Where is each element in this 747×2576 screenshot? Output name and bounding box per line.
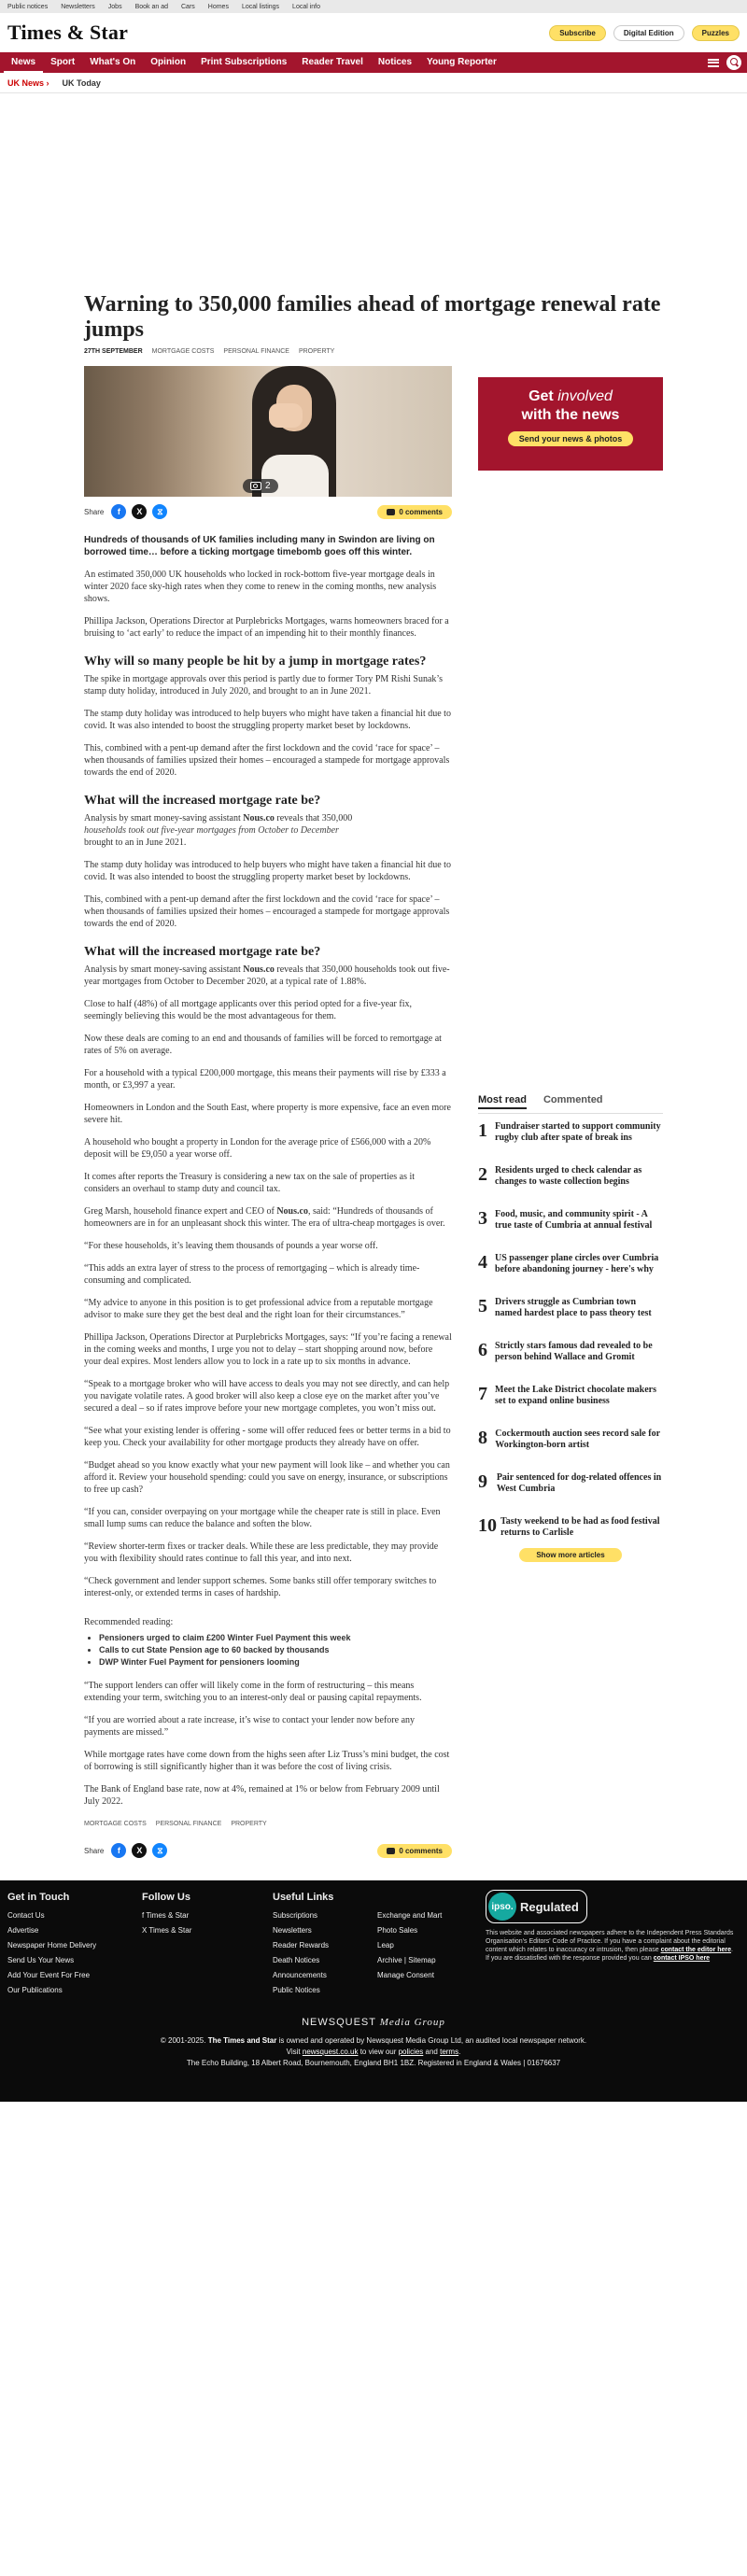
utility-link-jobs[interactable]: Jobs bbox=[107, 3, 122, 10]
legal-text: © 2001-2025. The Times and Star is owned and operated by Newsquest Media Group Ltd, an audited local newspaper network. Visit newsquest.co.uk to view our policies and terms. The Echo Building, 18 Albert Road, Bournemouth, England BH1 1BZ. Registered in England & Wales | 01676637 bbox=[160, 2036, 587, 2067]
x-icon: X bbox=[142, 1926, 148, 1935]
paragraph: It comes after reports the Treasury is considering a new tax on the sale of properties as it considers an overhaul to stamp duty and council tax. bbox=[84, 1172, 416, 1194]
main-nav bbox=[0, 52, 747, 73]
utility-link-cars[interactable]: Cars bbox=[181, 3, 195, 10]
paragraph: Greg Marsh, household finance expert and CEO of Nous.co, said: “Hundreds of thousands of homeowners are in for an unpleasant shock this winter. The era of ultra-cheap mortgages is over. bbox=[84, 1206, 445, 1229]
footer-link[interactable]: Add Your Event For Free bbox=[7, 1971, 91, 1979]
utility-link-newsletters[interactable]: Newsletters bbox=[61, 3, 95, 10]
paragraph: “See what your existing lender is offering - some will offer reduced fees or better terms in a bid to keep you. Check your availability for other mortgage products they already have on offer. bbox=[84, 1426, 451, 1448]
nav-item-opinion[interactable]: Opinion bbox=[150, 57, 187, 67]
list-item[interactable]: 2 Residents urged to check calendar as changes to waste collection begins bbox=[478, 1164, 642, 1187]
tab-most-read[interactable]: Most read bbox=[478, 1094, 527, 1109]
comment-icon bbox=[387, 509, 395, 515]
paragraph: An estimated 350,000 UK households who locked in rock-bottom five-year mortgage deals in winter 2020 face sky-high rates when they come to renew in the coming months, new analysis shows. bbox=[84, 570, 437, 604]
tag-personal-finance[interactable]: PERSONAL FINANCE bbox=[155, 1821, 222, 1827]
subscribe-button[interactable]: Subscribe bbox=[549, 25, 606, 41]
footer-link[interactable]: Contact Us bbox=[7, 1911, 45, 1920]
utility-link-local-info[interactable]: Local info bbox=[292, 3, 321, 10]
list-item[interactable]: 3 Food, music, and community spirit - A true taste of Cumbria at annual festival bbox=[478, 1208, 653, 1231]
footer-link[interactable]: Newspaper Home Delivery bbox=[7, 1941, 97, 1950]
breadcrumb-uk-today[interactable]: UK Today bbox=[62, 77, 101, 88]
footer-link[interactable]: Times & Star bbox=[148, 1926, 192, 1935]
paragraph: “Budget ahead so you know exactly what your new payment will look like – and whether you can afford it. Review your household spending: could you save on energy, insurance, or subscriptions to free up cash? bbox=[84, 1460, 450, 1495]
paragraph: brought to an in June 2021. bbox=[84, 838, 187, 848]
recommended-link[interactable]: • DWP Winter Fuel Payment for pensioners looming bbox=[99, 1656, 452, 1668]
paragraph: Analysis by smart money-saving assistant Nous.co reveals that 350,000 bbox=[84, 813, 353, 823]
footer-link[interactable]: Death Notices bbox=[273, 1956, 320, 1964]
article-hero-image[interactable] bbox=[84, 366, 452, 497]
brand-bar bbox=[0, 13, 747, 52]
recommended-link[interactable]: • Calls to cut State Pension age to 60 backed by thousands bbox=[99, 1644, 452, 1656]
footer-heading: Follow Us bbox=[142, 1892, 190, 1903]
paragraph: A household who bought a property in London for the average price of £566,000 with a 20% deposit will be £9,050 a year worse off. bbox=[84, 1137, 431, 1160]
list-item[interactable]: 10 Tasty weekend to be had as food festival returns to Carlisle bbox=[478, 1515, 660, 1538]
footer-link[interactable]: Our Publications bbox=[7, 1986, 63, 1994]
footer-link[interactable]: Send Us Your News bbox=[7, 1956, 75, 1964]
nav-item-notices[interactable]: Notices bbox=[377, 57, 413, 67]
newsquest-link[interactable]: newsquest.co.uk bbox=[302, 2048, 359, 2056]
footer-link[interactable]: Newsletters bbox=[273, 1926, 312, 1935]
camera-icon bbox=[250, 482, 261, 490]
recommended-reading-title: Recommended reading: bbox=[84, 1617, 174, 1627]
paragraph: Homeowners in London and the South East, where property is more expensive, face an even more severe hit. bbox=[84, 1103, 451, 1125]
paragraph: “The support lenders can offer will likely come in the form of restructuring – this means extending your term, switching you to an interest-only deal or pausing capital repayments. bbox=[84, 1681, 422, 1703]
breadcrumb bbox=[0, 73, 747, 93]
footer-link[interactable]: Advertise bbox=[7, 1926, 39, 1935]
most-read-widget bbox=[478, 1094, 663, 1562]
contact-editor-link[interactable]: contact the editor here bbox=[660, 1947, 732, 1953]
paragraph: The stamp duty holiday was introduced to help buyers who might have taken a financial hit due to covid. It was also intended to boost the struggling property market beset by lockdowns. bbox=[84, 709, 451, 731]
menu-icon[interactable] bbox=[708, 59, 719, 67]
utility-link-book-an-ad[interactable]: Book an ad bbox=[134, 3, 168, 10]
ipso-block bbox=[486, 1890, 738, 1998]
site-logo[interactable]: Times & Star bbox=[7, 21, 129, 44]
subheading: Why will so many people be hit by a jump in mortgage rates? bbox=[84, 655, 427, 669]
paragraph: “Speak to a mortgage broker who will have access to deals you may not see directly, and can help you navigate volatile rates. A good broker will also keep a close eye on the market after you’ve secured a deal – so if rates improve before your new mortgage completes, you won’t miss out. bbox=[84, 1379, 450, 1414]
article-date: 27TH SEPTEMBER bbox=[84, 348, 143, 355]
site-footer bbox=[0, 1880, 747, 2102]
ad-slot bbox=[0, 93, 747, 292]
most-read-tabs bbox=[478, 1094, 663, 1114]
article-headline: Warning to 350,000 families ahead of mortgage renewal rate jumps bbox=[84, 292, 661, 342]
list-item[interactable]: 6 Strictly stars famous dad revealed to be person behind Wallace and Gromit bbox=[478, 1340, 653, 1362]
facebook-icon: f bbox=[142, 1911, 145, 1920]
paragraph: Analysis by smart money-saving assistant Nous.co reveals that 350,000 households took out five-year mortgages from October to December 2020, at a typical rate of 1.88%. bbox=[84, 964, 450, 987]
nav-item-reader-travel[interactable]: Reader Travel bbox=[302, 57, 363, 67]
share-bar bbox=[84, 502, 452, 521]
tag-personal-finance[interactable]: PERSONAL FINANCE bbox=[223, 348, 289, 355]
article-main bbox=[84, 366, 452, 1860]
nav-actions bbox=[708, 55, 747, 70]
footer-link[interactable]: Times & Star bbox=[146, 1911, 190, 1920]
article-lead: Hundreds of thousands of UK families including many in Swindon are living on borrowed time… before a ticking mortgage timebomb goes off this winter. bbox=[84, 535, 435, 557]
paragraph: “Check government and lender support schemes. Some banks still offer temporary switches to interest-only, or extended terms in cases of hardship. bbox=[84, 1576, 437, 1598]
utility-link-public-notices[interactable]: Public notices bbox=[7, 3, 49, 10]
paragraph-overlap: households took out five-year mortgages from October to December bbox=[84, 825, 339, 836]
search-icon[interactable] bbox=[726, 55, 741, 70]
paragraph: Now these deals are coming to an end and thousands of families will be forced to remortgage at rates of 5% on average. bbox=[84, 1034, 442, 1056]
paragraph: Phillipa Jackson, Operations Director at Purplebricks Mortgages, warns homeowners braced for a bruising to ‘act early’ to reduce the impact of an impending hit to their monthly finances. bbox=[84, 616, 449, 639]
nav-item-whats-on[interactable]: What's On bbox=[90, 57, 136, 67]
nav-item-sport[interactable]: Sport bbox=[50, 57, 76, 67]
paragraph: This, combined with a pent-up demand after the first lockdown and the covid ‘race for space’ – when thousands of families upsized their homes – encouraged a stampede for mortgage approvals towards the end of 2020. bbox=[84, 894, 450, 929]
subheading: What will the increased mortgage rate be? bbox=[84, 794, 321, 808]
footer-more-links bbox=[377, 1890, 486, 1998]
paragraph: “Review shorter-term fixes or tracker deals. While these are less predictable, they may provide you with flexibility should rates continue to fall this year, and into next. bbox=[84, 1541, 439, 1564]
x-icon[interactable]: X bbox=[132, 1843, 147, 1858]
footer-heading: Get in Touch bbox=[7, 1892, 70, 1903]
ipso-text: This website and associated newspapers adhere to the Independent Press Standards Organisation's Editors' Code of Practice. If you have a complaint about the editorial content which relates to inaccuracy or intrusion, then please contact the editor here. If you are dissatisfied with the response provided you can contact IPSO here bbox=[486, 1930, 734, 1962]
promo-title: Get involved bbox=[529, 388, 613, 404]
most-read-list bbox=[478, 1121, 663, 1544]
paragraph: This, combined with a pent-up demand after the first lockdown and the covid ‘race for space’ – when thousands of families upsized their homes – encouraged a stampede for mortgage approvals towards the end of 2020. bbox=[84, 743, 450, 778]
facebook-icon[interactable]: f bbox=[111, 504, 126, 519]
facebook-icon[interactable]: f bbox=[111, 1843, 126, 1858]
comments-button[interactable]: 0 comments bbox=[377, 1844, 452, 1858]
paragraph: The spike in mortgage approvals over this period is partly due to former Tory PM Rishi Sunak’s stamp duty holiday, introduced in July 2020, and brought to an in June 2021. bbox=[84, 674, 444, 697]
footer-useful-links bbox=[273, 1890, 377, 1998]
footer-follow-us bbox=[142, 1890, 273, 1998]
footer-link[interactable]: Manage Consent bbox=[377, 1971, 434, 1979]
footer-link[interactable]: Announcements bbox=[273, 1971, 327, 1979]
paragraph: “If you can, consider overpaying on your mortgage while the cheaper rate is still in place. Even small lump sums can reduce the balance and soften the blow. bbox=[84, 1507, 441, 1529]
subheading: What will the increased mortgage rate be? bbox=[84, 945, 321, 959]
tab-commented[interactable]: Commented bbox=[543, 1094, 603, 1105]
bluesky-icon[interactable]: ⧖ bbox=[152, 1843, 167, 1858]
footer-link[interactable]: Photo Sales bbox=[377, 1926, 418, 1935]
list-item[interactable]: 5 Drivers struggle as Cumbrian town named hardest place to pass theory test bbox=[478, 1296, 652, 1318]
footer-get-in-touch bbox=[7, 1890, 145, 1998]
ipso-regulated-label: Regulated bbox=[520, 1899, 579, 1914]
digital-edition-button[interactable]: Digital Edition bbox=[613, 25, 684, 41]
contact-ipso-link[interactable]: contact IPSO here bbox=[653, 1955, 711, 1962]
newsquest-logo[interactable]: NEWSQUEST Media Group bbox=[302, 2017, 445, 2028]
recommended-link[interactable]: • Pensioners urged to claim £200 Winter Fuel Payment this week bbox=[99, 1632, 452, 1644]
nav-item-news[interactable]: News bbox=[4, 52, 43, 73]
promo-subtitle: with the news bbox=[521, 407, 620, 423]
utility-link-local-listings[interactable]: Local listings bbox=[241, 3, 280, 10]
terms-link[interactable]: terms bbox=[440, 2048, 459, 2056]
send-news-button[interactable]: Send your news & photos bbox=[508, 431, 634, 446]
paragraph: The stamp duty holiday was introduced to help buyers who might have taken a financial hit due to covid. It was also intended to boost the struggling property market beset by lockdowns. bbox=[84, 860, 451, 882]
utility-link-homes[interactable]: Homes bbox=[207, 3, 229, 10]
paragraph: “My advice to anyone in this position is to get professional advice from a reputable mortgage advisor to make sure they get the best deal and the right loan for their circumstances.” bbox=[84, 1298, 433, 1320]
footer-link[interactable]: Reader Rewards bbox=[273, 1941, 330, 1950]
gallery-count-badge[interactable] bbox=[243, 479, 278, 493]
ipso-regulated-badge[interactable] bbox=[486, 1890, 587, 1923]
breadcrumb-uk-news[interactable]: UK News › bbox=[7, 77, 49, 88]
list-item[interactable]: 1 Fundraiser started to support community rugby club after spate of break ins bbox=[478, 1120, 661, 1143]
paragraph: “If you are worried about a rate increase, it’s wise to contact your lender now before any payments are missed.” bbox=[84, 1715, 416, 1738]
article-tags-bottom bbox=[84, 1818, 452, 1830]
paragraph: Close to half (48%) of all mortgage applicants over this period opted for a five-year fix, seemingly believing this would be the most advantageous for them. bbox=[84, 999, 412, 1021]
list-item[interactable]: 9 Pair sentenced for dog-related offences in West Cumbria bbox=[478, 1471, 662, 1494]
footer-heading: Useful Links bbox=[273, 1892, 334, 1903]
utility-bar bbox=[0, 0, 747, 13]
comments-button[interactable]: 0 comments bbox=[377, 505, 452, 519]
article bbox=[0, 292, 747, 1860]
recommended-reading-list bbox=[84, 1632, 452, 1668]
send-news-promo bbox=[478, 377, 663, 471]
paragraph: “This adds an extra layer of stress to the process of remortgaging – which is already time-consuming and complicated. bbox=[84, 1263, 420, 1286]
nav-item-young-reporter[interactable]: Young Reporter bbox=[427, 57, 497, 67]
policies-link[interactable]: policies bbox=[398, 2048, 424, 2056]
paragraph: Phillipa Jackson, Operations Director at Purplebricks Mortgages, says: “If you’re facing a renewal in the coming weeks and months, I urge you not to delay – start shopping around now, before your deal expires. Most lenders allow you to lock in a rate up to six months in advance. bbox=[84, 1332, 452, 1367]
list-item[interactable]: 4 US passenger plane circles over Cumbria before abandoning journey - here's why bbox=[478, 1252, 659, 1274]
footer-link[interactable]: Leap bbox=[377, 1941, 394, 1950]
ipso-logo: ipso. bbox=[488, 1893, 516, 1921]
paragraph: “For these households, it’s leaving them thousands of pounds a year worse off. bbox=[84, 1241, 378, 1251]
footer-link[interactable]: Archive | Sitemap bbox=[377, 1956, 436, 1964]
paragraph: For a household with a typical £200,000 mortgage, this means their payments will rise by £333 a month, or £3,997 a year. bbox=[84, 1068, 446, 1091]
article-meta bbox=[0, 343, 747, 355]
x-icon[interactable]: X bbox=[132, 504, 147, 519]
share-label: Share bbox=[84, 507, 105, 516]
share-bar-bottom bbox=[84, 1841, 452, 1860]
hero-hand bbox=[269, 403, 303, 428]
list-item[interactable]: 7 Meet the Lake District chocolate makers set to expand online business bbox=[478, 1384, 656, 1406]
tag-property[interactable]: PROPERTY bbox=[231, 1821, 267, 1827]
sidebar bbox=[478, 366, 663, 1860]
nav-item-print-subscriptions[interactable]: Print Subscriptions bbox=[201, 57, 288, 67]
tag-mortgage-costs[interactable]: MORTGAGE COSTS bbox=[84, 1821, 147, 1827]
list-item[interactable]: 8 Cockermouth auction sees record sale for Workington-born artist bbox=[478, 1428, 660, 1450]
paragraph: While mortgage rates have come down from the highs seen after Liz Truss’s mini budget, the cost of borrowing is still significantly higher than it was before the cost of living crisis. bbox=[84, 1750, 450, 1772]
footer-link[interactable]: Public Notices bbox=[273, 1986, 320, 1994]
brand-actions bbox=[549, 25, 740, 41]
bluesky-icon[interactable]: ⧖ bbox=[152, 504, 167, 519]
comment-icon bbox=[387, 1848, 395, 1854]
tag-property[interactable]: PROPERTY bbox=[298, 348, 335, 355]
footer-link[interactable]: Exchange and Mart bbox=[377, 1911, 443, 1920]
show-more-articles-button[interactable]: Show more articles bbox=[519, 1548, 622, 1562]
paragraph: The Bank of England base rate, now at 4%, remained at 1% or below from February 2009 until July 2022. bbox=[84, 1784, 440, 1807]
share-label: Share bbox=[84, 1846, 105, 1855]
puzzles-button[interactable]: Puzzles bbox=[692, 25, 740, 41]
footer-link[interactable]: Subscriptions bbox=[273, 1911, 318, 1920]
tag-mortgage-costs[interactable]: MORTGAGE COSTS bbox=[151, 348, 215, 355]
article-body bbox=[84, 534, 452, 1830]
photo-count: 2 bbox=[265, 481, 271, 491]
